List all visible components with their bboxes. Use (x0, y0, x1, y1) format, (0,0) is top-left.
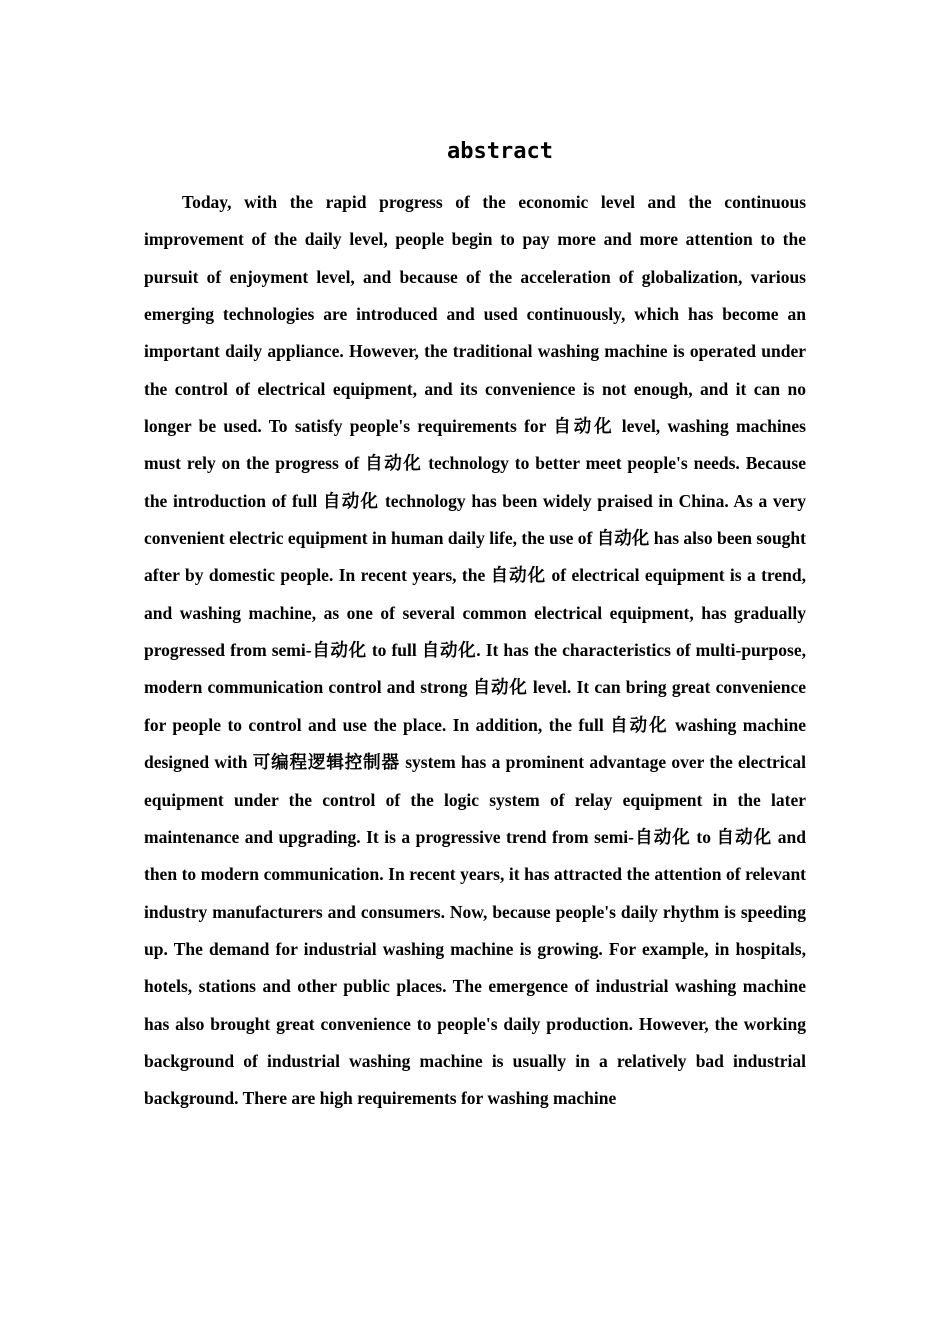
abstract-paragraph: Today, with the rapid progress of the economic level and the continuous improvement of the daily level, people begin to pay more and more attention to the pursuit of enjoyment level, and because of the acceleration of globalization, various emerging technologies are introduced and used continuously, which has become an important daily appliance. However, the traditional washing machine is operated under the control of electrical equipment, and its convenience is not enough, and it can no longer be used. To satisfy people's requirements for 自动化 level, washing machines must rely on the progress of 自动化 technology to better meet people's needs. Because the introduction of full 自动化 technology has been widely praised in China. As a very convenient electric equipment in human daily life, the use of 自动化 has also been sought after by domestic people. In recent years, the 自动化 of electrical equipment is a trend, and washing machine, as one of several common electrical equipment, has gradually progressed from semi-自动化 to full 自动化. It has the characteristics of multi-purpose, modern communication control and strong 自动化 level. It can bring great convenience for people to control and use the place. In addition, the full 自动化 washing machine designed with 可编程逻辑控制器 system has a prominent advantage over the electrical equipment under the control of the logic system of relay equipment in the later maintenance and upgrading. It is a progressive trend from semi-自动化 to 自动化 and then to modern communication. In recent years, it has attracted the attention of relevant industry manufacturers and consumers. Now, because people's daily rhythm is speeding up. The demand for industrial washing machine is growing. For example, in hospitals, hotels, stations and other public places. The emergence of industrial washing machine has also brought great convenience to people's daily production. However, the working background of industrial washing machine is usually in a relatively bad industrial background. There are high requirements for washing machine (144, 192, 806, 1109)
abstract-title: abstract (447, 139, 553, 164)
